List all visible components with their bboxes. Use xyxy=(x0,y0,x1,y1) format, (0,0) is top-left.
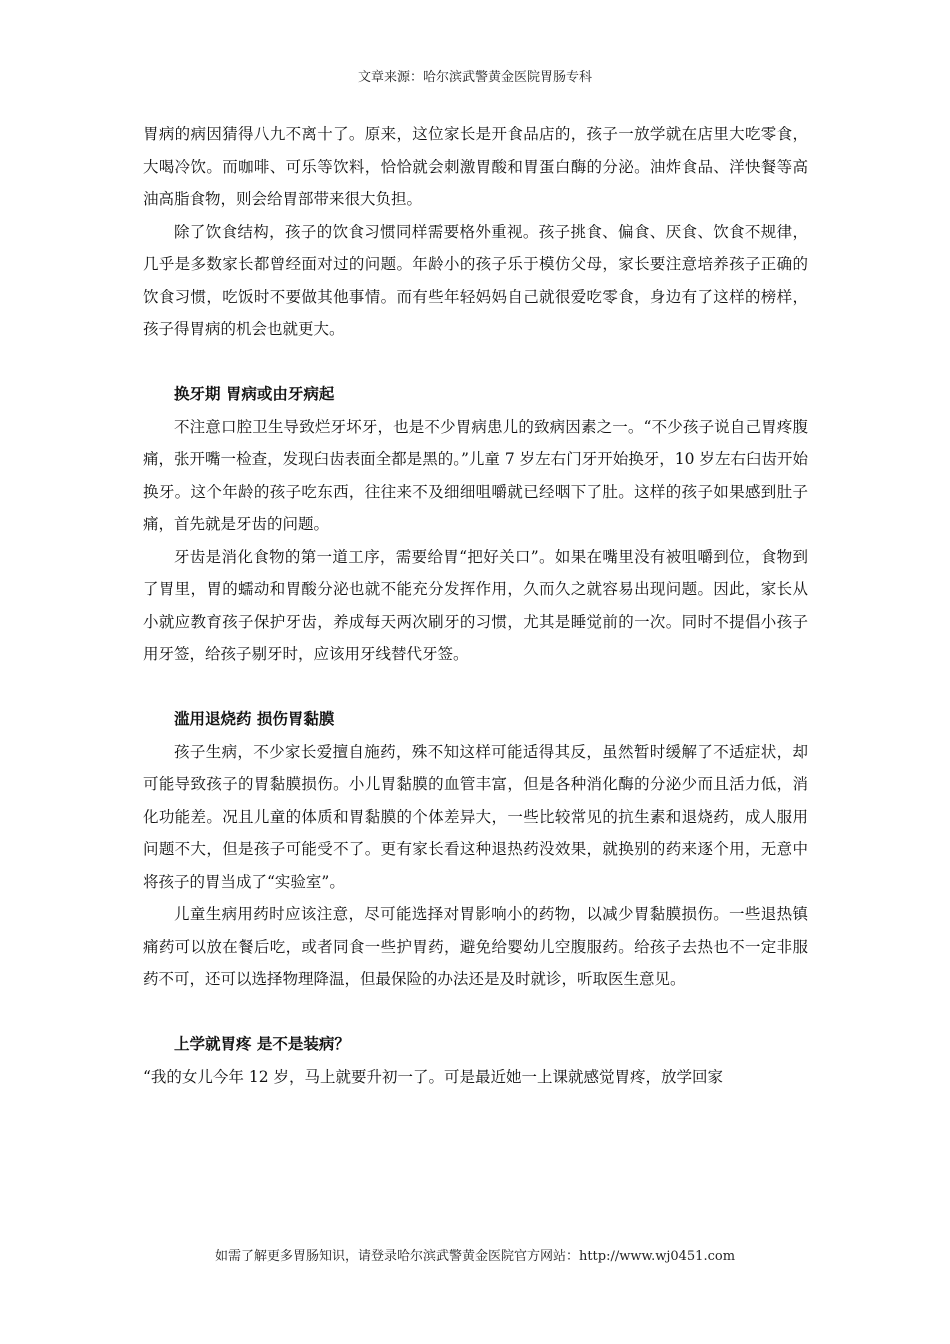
paragraph-6: 儿童生病用药时应该注意，尽可能选择对胃影响小的药物，以减少胃黏膜损伤。一些退热镇痛药可以放在餐后吃，或者同食一些护胃药，避免给婴幼儿空腹服药。给孩子去热也不一定非服药不可，还可以选择物理降温，但最保险的办法还是及时就诊，听取医生意见。 xyxy=(143,905,808,988)
paragraph-5: 孩子生病，不少家长爱擅自施药，殊不知这样可能适得其反，虽然暂时缓解了不适症状，却可能导致孩子的胃黏膜损伤。小儿胃黏膜的血管丰富，但是各种消化酶的分泌少而且活力低，消化功能差。况且儿童的体质和胃黏膜的个体差异大，一些比较常见的抗生素和退烧药，成人服用问题不大，但是孩子可能受不了。更有家长看这种退热药没效果，就换别的药来逐个用，无意中将孩子的胃当成了“实验室”。 xyxy=(143,742,808,891)
website-footer: 如需了解更多胃肠知识，请登录哈尔滨武警黄金医院官方网站：http://www.wj0451.com xyxy=(214,1249,736,1264)
paragraph-2: 除了饮食结构，孩子的饮食习惯同样需要格外重视。孩子挑食、偏食、厌食、饮食不规律，几乎是多数家长都曾经面对过的问题。年龄小的孩子乐于模仿父母，家长要注意培养孩子正确的饮食习惯，吃饭时不要做其他事情。而有些年轻妈妈自己就很爱吃零食，身边有了这样的榜样，孩子得胃病的机会也就更大。 xyxy=(143,222,808,338)
paragraph-1: 胃病的病因猜得八九不离十了。原来，这位家长是开食品店的，孩子一放学就在店里大吃零食，大喝冷饮。而咖啡、可乐等饮料，恰恰就会刺激胃酸和胃蛋白酶的分泌。油炸食品、洋快餐等高油高脂食物，则会给胃部带来很大负担。 xyxy=(143,125,808,208)
article-body xyxy=(143,118,808,1093)
section-heading-school-stomachache: 上学就胃疼 是不是装病？ xyxy=(174,1034,350,1053)
source-header: 文章来源：哈尔滨武警黄金医院胃肠专科 xyxy=(357,70,592,85)
section-heading-antipyretics: 滥用退烧药 损伤胃黏膜 xyxy=(174,709,335,728)
paragraph-4: 牙齿是消化食物的第一道工序，需要给胃“把好关口”。如果在嘴里没有被咀嚼到位，食物到了胃里，胃的蠕动和胃酸分泌也就不能充分发挥作用，久而久之就容易出现问题。因此，家长从小就应教育孩子保护牙齿，养成每天两次刷牙的习惯，尤其是睡觉前的一次。同时不提倡小孩子用牙签，给孩子剔牙时，应该用牙线替代牙签。 xyxy=(143,547,808,663)
paragraph-3: 不注意口腔卫生导致烂牙坏牙，也是不少胃病患儿的致病因素之一。“不少孩子说自己胃疼腹痛，张开嘴一检查，发现臼齿表面全都是黑的。”儿童 7 岁左右门牙开始换牙，10 岁左右臼齿开始换牙。这个年龄的孩子吃东西，往往来不及细细咀嚼就已经咽下了肚。这样的孩子如果感到肚子痛，首先就是牙齿的问题。 xyxy=(143,417,808,533)
paragraph-7: “我的女儿今年 12 岁，马上就要升初一了。可是最近她一上课就感觉胃疼，放学回家 xyxy=(143,1067,724,1086)
section-heading-teething: 换牙期 胃病或由牙病起 xyxy=(174,384,335,403)
